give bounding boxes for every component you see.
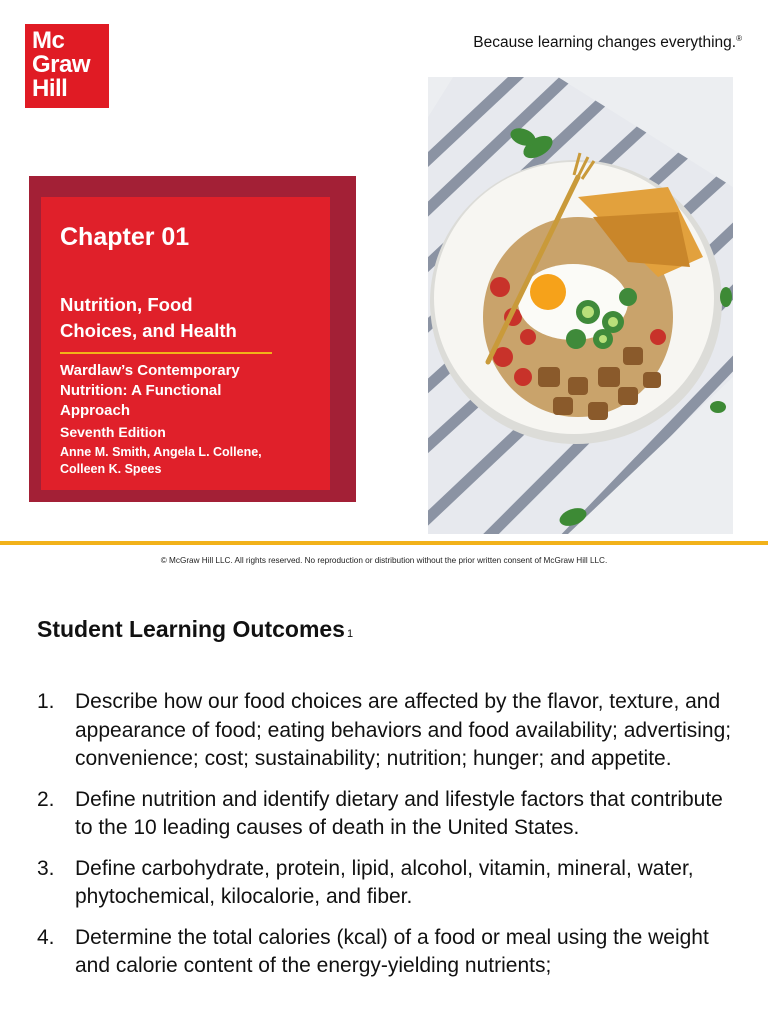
- item-number: 1.: [37, 690, 55, 713]
- food-bowl-illustration: [428, 77, 733, 534]
- mcgraw-hill-logo: [25, 24, 109, 108]
- item-text: Determine the total calories (kcal) of a food or meal using the weight and calorie content of the energy-yielding nutrients;: [75, 925, 709, 977]
- list-item: [37, 924, 737, 981]
- list-item: [37, 855, 737, 912]
- chapter-title: [60, 292, 300, 344]
- chapter-title-line-1: Nutrition, Food: [60, 294, 193, 315]
- item-text: Define carbohydrate, protein, lipid, alcohol, vitamin, mineral, water, phytochemical, kilocalorie, and fiber.: [75, 856, 694, 908]
- tagline: [473, 34, 742, 52]
- book-title: Wardlaw’s Contemporary Nutrition: A Functional Approach: [60, 362, 240, 419]
- logo-line-3: Hill: [32, 75, 68, 102]
- chapter-label: Chapter 01: [60, 223, 190, 251]
- authors: Anne M. Smith, Angela L. Collene, Colleen K. Spees: [60, 445, 262, 476]
- logo-line-1: Mc: [32, 27, 65, 54]
- logo-line-2: Graw: [32, 51, 91, 78]
- list-item: [37, 688, 737, 774]
- item-number: 2.: [37, 787, 55, 811]
- item-number: 4.: [37, 925, 55, 949]
- item-number: 3.: [37, 856, 55, 880]
- item-text: Describe how our food choices are affected by the flavor, texture, and appearance of food; eating behaviors and food availability; advertising; convenience; cost; sustainability; nutrition; hunger; and appetite.: [75, 690, 732, 770]
- cover-panel: [41, 197, 330, 490]
- divider-bar: [0, 541, 768, 545]
- list-item: [37, 786, 737, 843]
- learning-outcomes-list: [37, 688, 737, 993]
- section-heading-text: Student Learning Outcomes: [37, 616, 345, 642]
- section-heading: [37, 616, 353, 643]
- heading-subscript: 1: [346, 628, 354, 640]
- edition-label: Seventh Edition: [60, 424, 166, 440]
- item-text: Define nutrition and identify dietary and lifestyle factors that contribute to the 10 leading causes of death in the United States.: [75, 787, 723, 839]
- registered-mark: ®: [736, 34, 742, 43]
- chapter-title-line-2: Choices, and Health: [60, 320, 237, 341]
- copyright-notice: © McGraw Hill LLC. All rights reserved. No reproduction or distribution without the prior written consent of McGraw Hill LLC.: [160, 556, 608, 565]
- tagline-text: Because learning changes everything.: [473, 34, 737, 52]
- title-divider: [60, 352, 272, 354]
- food-bowl-photo: [428, 77, 733, 534]
